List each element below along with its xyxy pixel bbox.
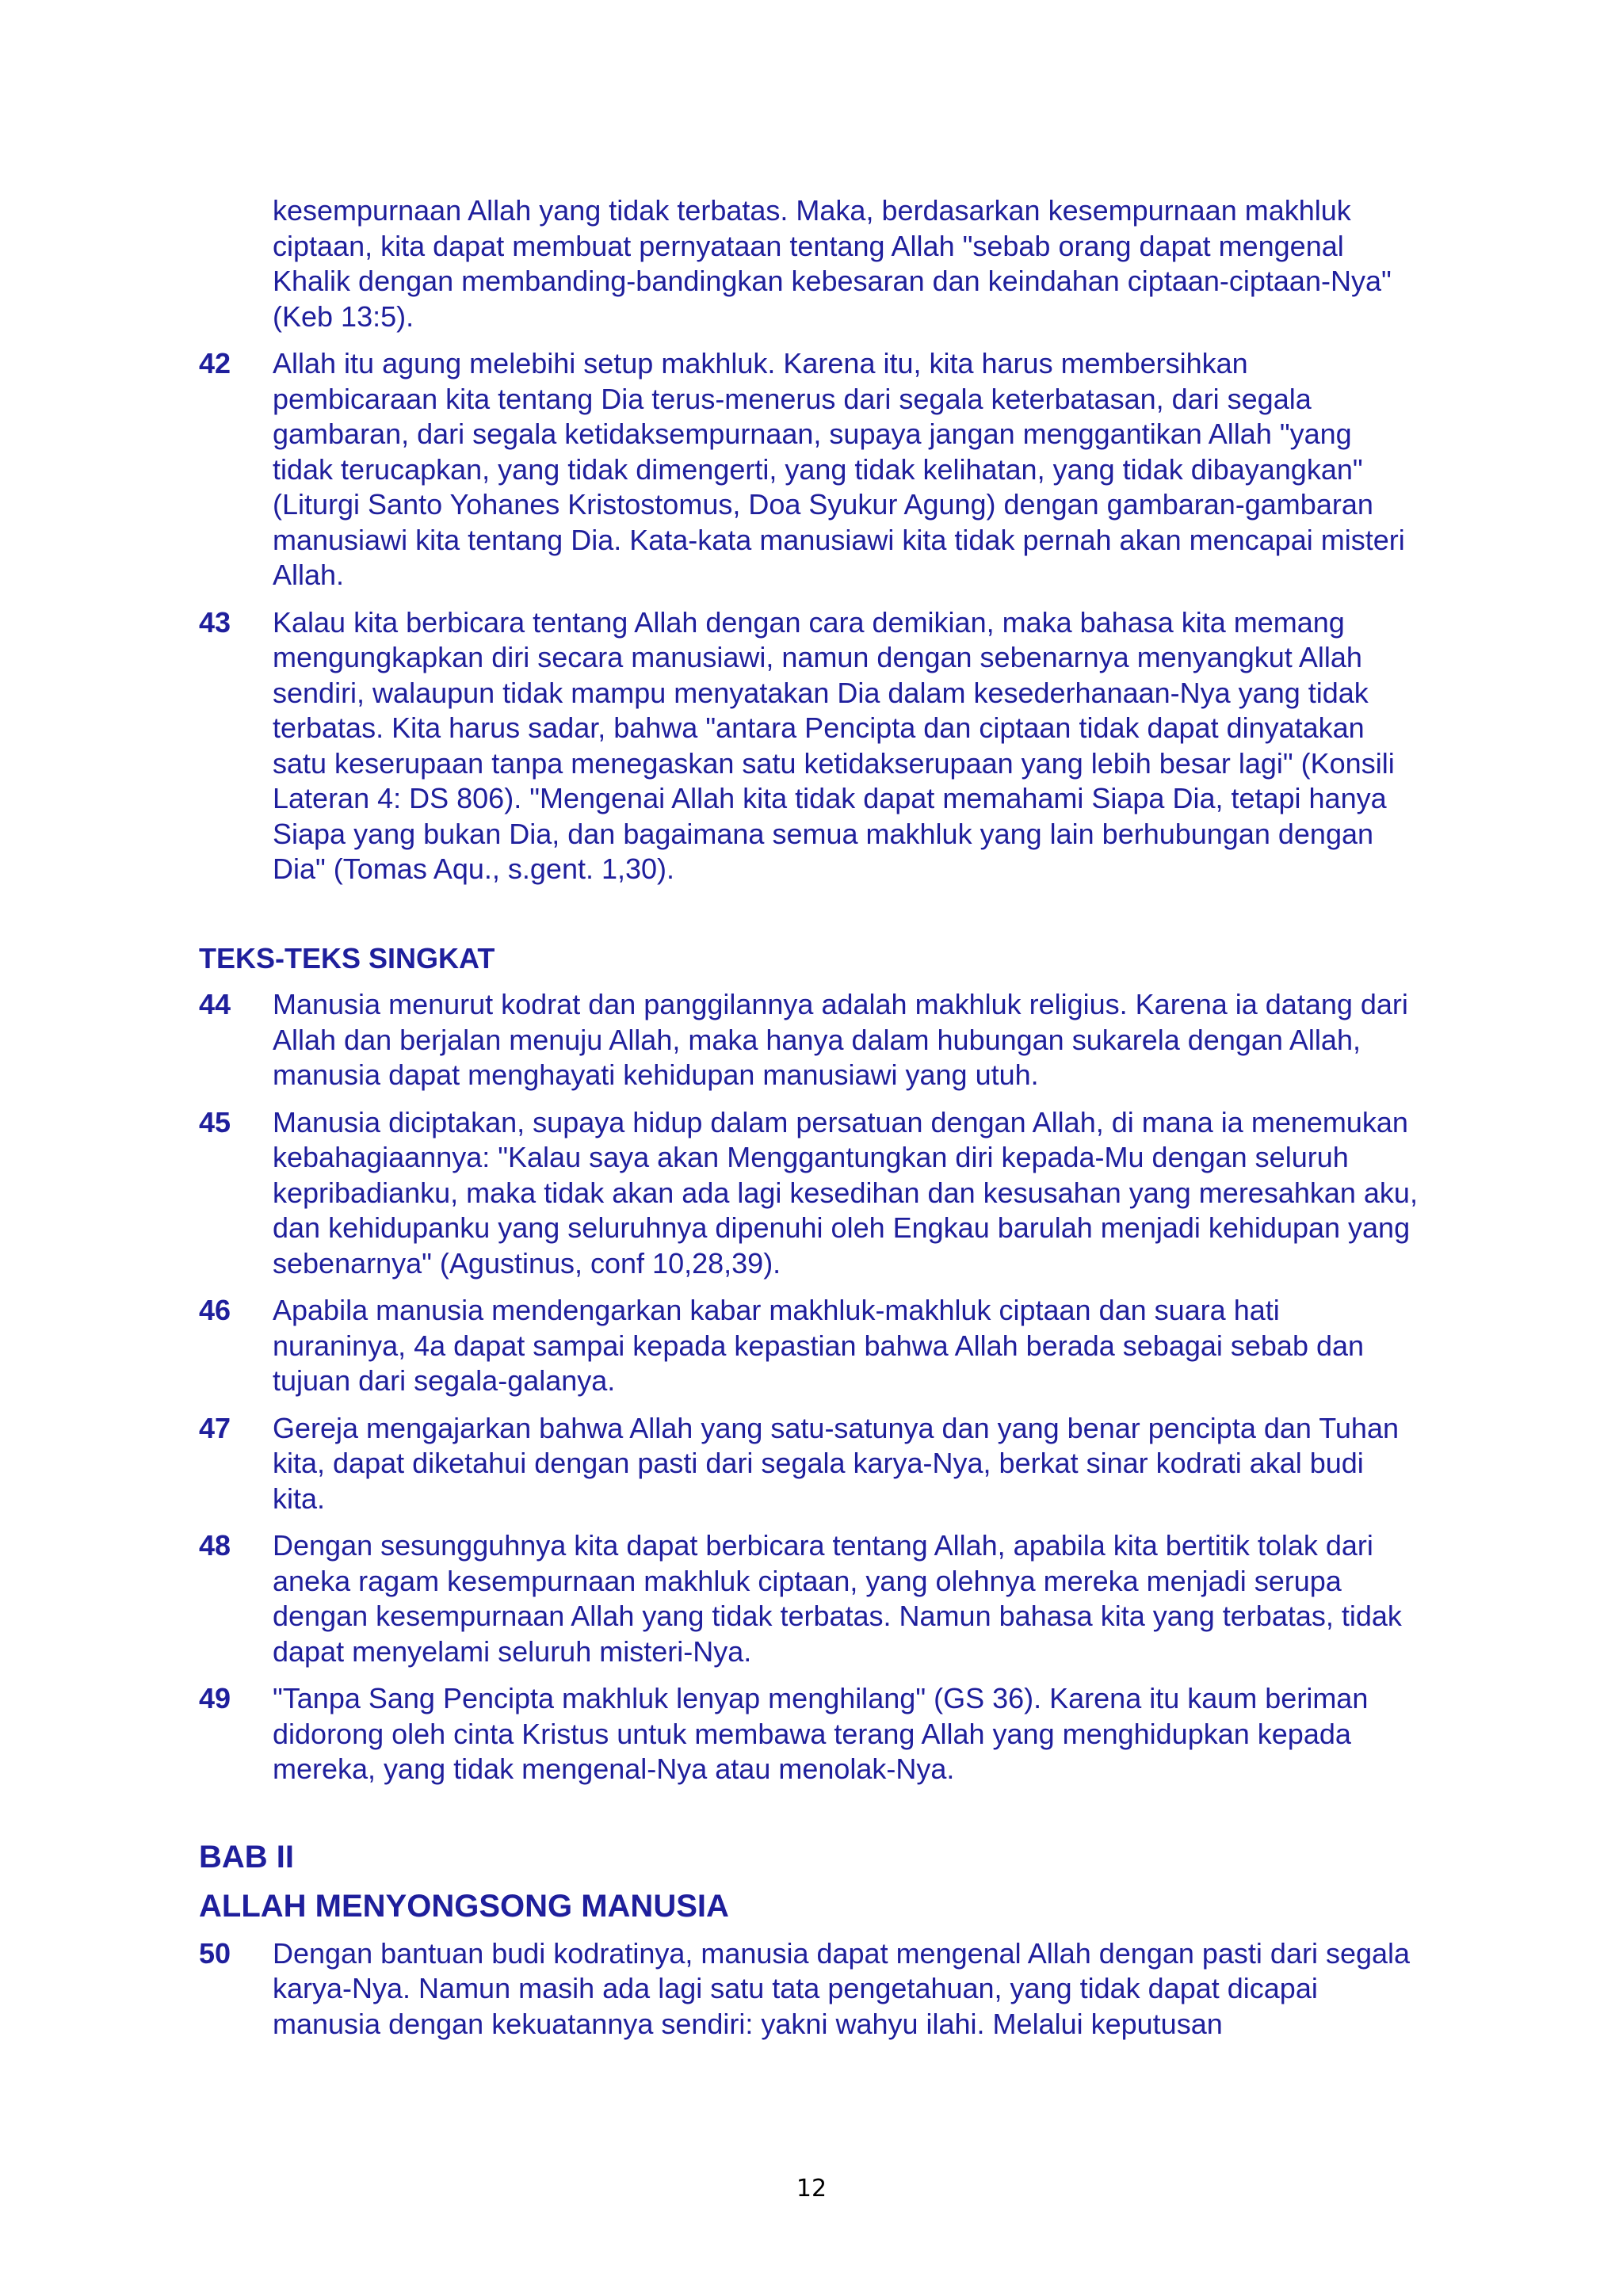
paragraph-47 xyxy=(199,1411,1419,1517)
paragraph-number: 46 xyxy=(199,1294,231,1326)
page-content xyxy=(199,193,1419,2054)
paragraph-number: 50 xyxy=(199,1936,231,1970)
paragraph-number: 47 xyxy=(199,1411,231,1444)
continuation-paragraph: kesempurnaan Allah yang tidak terbatas. Maka, berdasarkan kesempurnaan makhluk ciptaan, kita dapat membuat pernyataan tentang Allah "sebab orang dapat mengenal Khalik dengan membanding-bandingkan kebesaran dan keindahan ciptaan-ciptaan-Nya" (Keb 13:5). xyxy=(273,194,1392,333)
paragraph-text: Gereja mengajarkan bahwa Allah yang satu-satunya dan yang benar pencipta dan Tuhan kita, dapat diketahui dengan pasti dari segala karya-Nya, berkat sinar kodrati akal budi kita. xyxy=(273,1411,1399,1515)
paragraph-43 xyxy=(199,605,1419,887)
paragraph-number: 42 xyxy=(199,347,231,379)
paragraph-text: Manusia menurut kodrat dan panggilannya adalah makhluk religius. Karena ia datang dari Allah dan berjalan menuju Allah, maka hanya dalam hubungan sukarela dengan Allah, manusia dapat menghayati kehidupan manusiawi yang utuh. xyxy=(273,988,1408,1091)
paragraph-50 xyxy=(199,1936,1419,2042)
paragraph-42 xyxy=(199,346,1419,593)
chapter-title: ALLAH MENYONGSONG MANUSIA xyxy=(199,1888,729,1924)
paragraph-number: 49 xyxy=(199,1682,231,1714)
chapter-label: BAB II xyxy=(199,1839,294,1875)
section-heading: TEKS-TEKS SINGKAT xyxy=(199,941,495,974)
paragraph-text: Kalau kita berbicara tentang Allah dengan cara demikian, maka bahasa kita memang mengungkapkan diri secara manusiawi, namun dengan sebenarnya menyangkut Allah sendiri, walaupun tidak mampu menyatakan Dia dalam kesederhanaan-Nya yang tidak terbatas. Kita harus sadar, bahwa "antara Pencipta dan ciptaan tidak dapat dinyatakan satu keserupaan tanpa menegaskan satu ketidakserupaan yang lebih besar lagi" (Konsili Lateran 4: DS 806). "Mengenai Allah kita tidak dapat memahami Siapa Dia, tetapi hanya Siapa yang bukan Dia, dan bagaimana semua makhluk yang lain berhubungan dengan Dia" (Tomas Aqu., s.gent. 1,30). xyxy=(273,605,1395,885)
paragraph-number: 43 xyxy=(199,605,231,639)
paragraph-number: 45 xyxy=(199,1105,231,1138)
paragraph-text: Dengan sesungguhnya kita dapat berbicara tentang Allah, apabila kita bertitik tolak dari aneka ragam kesempurnaan makhluk ciptaan, yang olehnya mereka menjadi serupa dengan kesempurnaan Allah yang tidak terbatas. Namun bahasa kita yang terbatas, tidak dapat menyelami seluruh misteri-Nya. xyxy=(273,1529,1402,1668)
paragraph-text: Apabila manusia mendengarkan kabar makhluk-makhluk ciptaan dan suara hati nuraninya, 4a dapat sampai kepada kepastian bahwa Allah berada sebagai sebab dan tujuan dari segala-galanya. xyxy=(273,1294,1365,1397)
paragraph-49 xyxy=(199,1681,1419,1787)
paragraph-text: "Tanpa Sang Pencipta makhluk lenyap menghilang" (GS 36). Karena itu kaum beriman didorong oleh cinta Kristus untuk membawa terang Allah yang menghidupkan kepada mereka, yang tidak mengenal-Nya atau menolak-Nya. xyxy=(273,1682,1369,1785)
paragraph-text: Allah itu agung melebihi setup makhluk. Karena itu, kita harus membersihkan pembicaraan kita tentang Dia terus-menerus dari segala keterbatasan, dari segala gambaran, dari segala ketidaksempurnaan, supaya jangan menggantikan Allah "yang tidak terucapkan, yang tidak dimengerti, yang tidak kelihatan, yang tidak dibayangkan" (Liturgi Santo Yohanes Kristostomus, Doa Syukur Agung) dengan gambaran-gambaran manusiawi kita tentang Dia. Kata-kata manusiawi kita tidak pernah akan mencapai misteri Allah. xyxy=(273,347,1405,591)
page-number: 12 xyxy=(796,2175,827,2203)
paragraph-44 xyxy=(199,987,1419,1093)
paragraph-46 xyxy=(199,1293,1419,1399)
paragraph-48 xyxy=(199,1528,1419,1669)
paragraph-number: 48 xyxy=(199,1529,231,1562)
paragraph-text: Dengan bantuan budi kodratinya, manusia dapat mengenal Allah dengan pasti dari segala karya-Nya. Namun masih ada lagi satu tata pengetahuan, yang tidak dapat dicapai manusia dengan kekuatannya sendiri: yakni wahyu ilahi. Melalui keputusan xyxy=(273,1936,1411,2040)
paragraph-number: 44 xyxy=(199,988,231,1020)
paragraph-text: Manusia diciptakan, supaya hidup dalam persatuan dengan Allah, di mana ia menemukan kebahagiaannya: "Kalau saya akan Menggantungkan diri kepada-Mu dengan seluruh kepribadianku, maka tidak akan ada lagi kesedihan dan kesusahan yang meresahkan aku, dan kehidupanku yang seluruhnya dipenuhi oleh Engkau barulah menjadi kehidupan yang sebenarnya" (Agustinus, conf 10,28,39). xyxy=(273,1105,1418,1280)
paragraph-45 xyxy=(199,1105,1419,1282)
